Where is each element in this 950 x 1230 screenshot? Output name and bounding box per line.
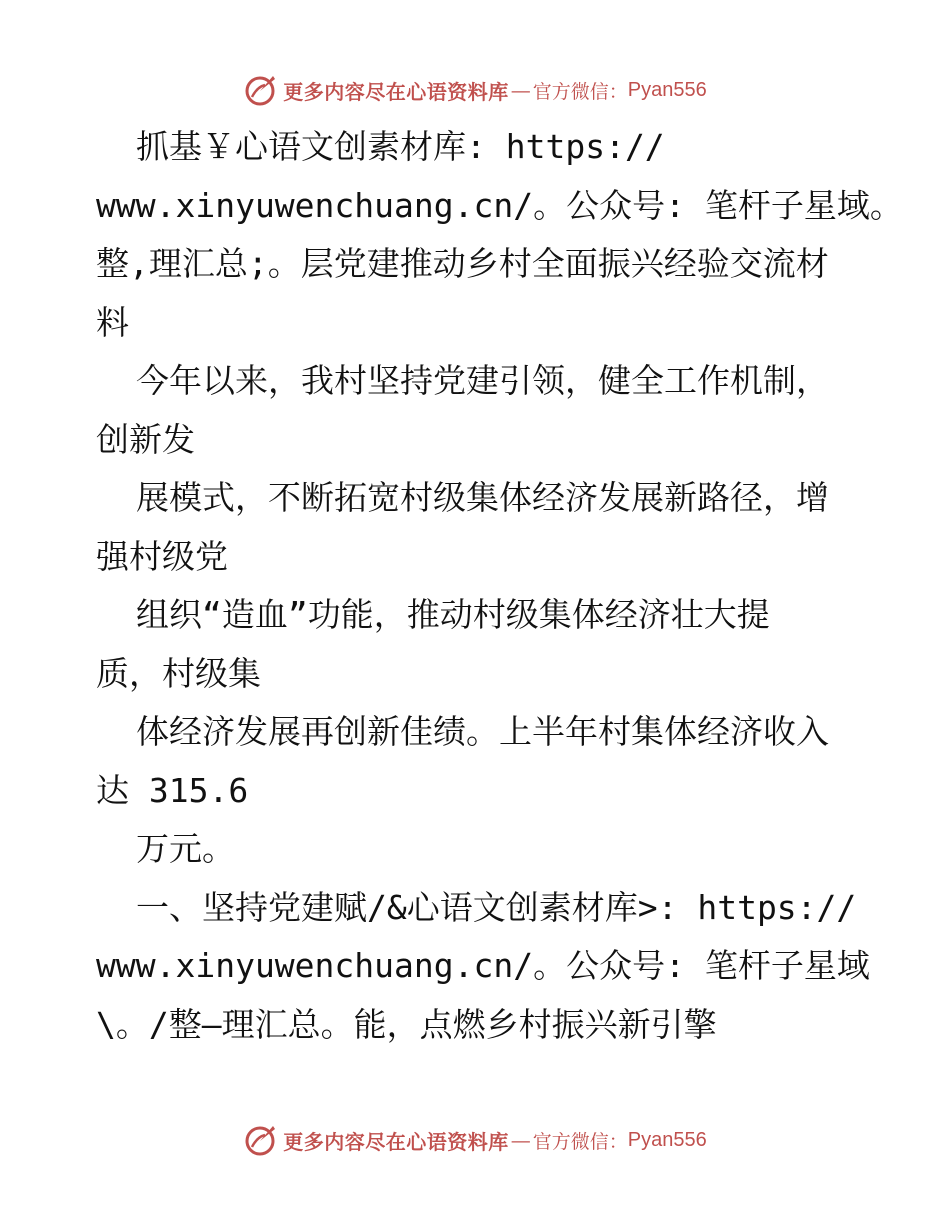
banner-dash: —	[510, 1128, 531, 1152]
text-line: 整,理汇总;。层党建推动乡村全面振兴经验交流材	[96, 244, 829, 283]
text-line: 强村级党	[96, 536, 228, 576]
text-line: 今年以来，我村坚持党建引领，健全工作机制，	[136, 361, 829, 400]
banner-wechat-handle: Pyan556	[627, 1128, 707, 1151]
banner-sub-text: 官方微信：	[532, 1130, 628, 1153]
text-line: 料	[96, 302, 129, 342]
text-line: 一、坚持党建赋/&心语文创素材库>: https://	[136, 887, 857, 927]
banner-dash: —	[510, 78, 531, 102]
text-line: 万元。	[136, 829, 235, 868]
quill-logo-icon	[243, 1123, 277, 1157]
text-line: 抓基￥心语文创素材库: https://	[136, 127, 665, 166]
banner-main-text: 更多内容尽在心语资料库	[283, 1129, 509, 1154]
text-line: \。/整—理汇总。能，点燃乡村振兴新引擎	[96, 1004, 717, 1044]
text-line: 组织“造血”功能，推动村级集体经济壮大提	[136, 595, 770, 634]
footer-banner	[0, 1120, 950, 1160]
text-line: 展模式，不断拓宽村级集体经济发展新路径，增	[136, 478, 829, 517]
header-banner	[0, 70, 950, 110]
banner-wechat-handle: Pyan556	[627, 78, 707, 101]
text-line: 体经济发展再创新佳绩。上半年村集体经济收入	[136, 712, 829, 751]
banner-sub-text: 官方微信：	[532, 80, 628, 103]
banner-main-text: 更多内容尽在心语资料库	[283, 79, 509, 104]
text-line: www.xinyuwenchuang.cn/。公众号: 笔杆子星域	[96, 946, 870, 985]
document-body	[96, 118, 903, 1054]
text-line: 创新发	[96, 419, 195, 459]
quill-logo-icon	[243, 73, 277, 107]
text-line: www.xinyuwenchuang.cn/。公众号: 笔杆子星域。	[96, 185, 903, 225]
text-line: 质，村级集	[96, 653, 261, 693]
text-line: 达 315.6	[96, 770, 249, 810]
